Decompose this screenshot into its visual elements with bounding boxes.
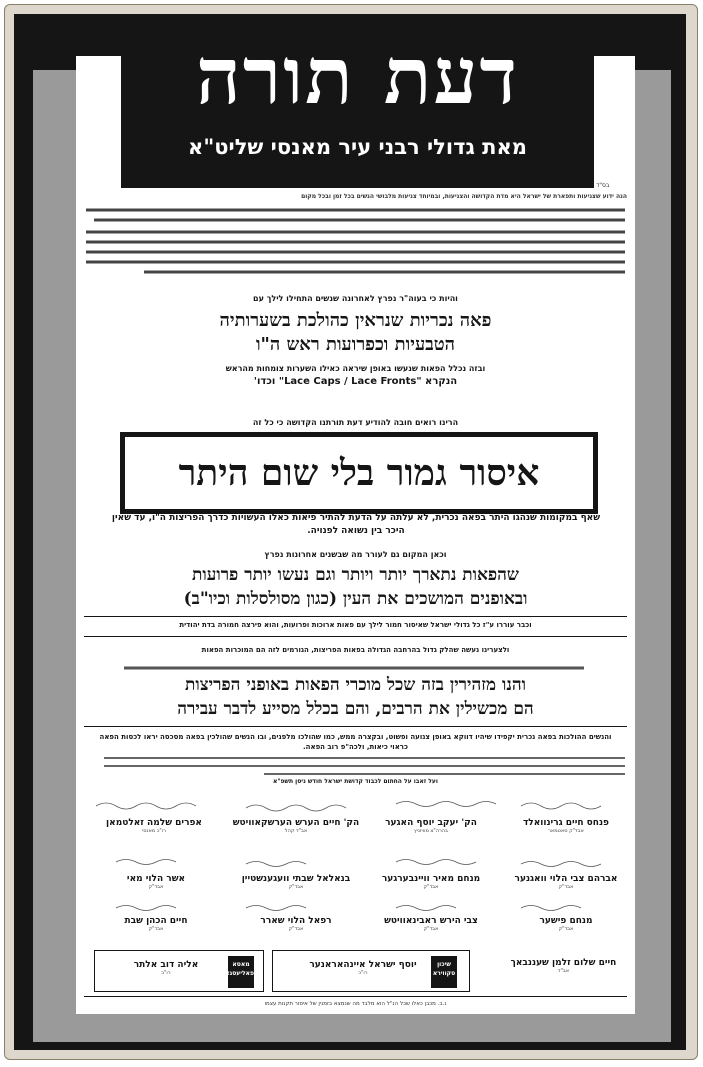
- divider-footnote: [84, 996, 627, 997]
- paragraph-end: והנשים ההולכות בפאה נכרית יקפידו שיהיו דווקא באופן צנועה ופשוט, ובקצרה ממש, כמו שהולכו מלפנים, ובו הנשים שהולכין בפאה מסכסה יראו לכסות הפאה כראוי כיאות, ולכה"פ רוב הפאה.: [99, 733, 612, 751]
- signature-11: [236, 916, 356, 932]
- signature-7-role: אבד"ק: [288, 884, 304, 890]
- signature-11-name: רפאל הלוי שארר: [260, 916, 332, 926]
- paragraph-after-box: שאף במקומות שנהגו היתר בפאה נכרית, לא עלתה על הדעת להתיר פיאות כאלו העשויות כדרך הפריצות ה"ו, עד שאין היכר בין נשואה לפנויה.: [111, 513, 601, 536]
- headline-2-line-2: ובאופנים המושכים את העין (כגון מסולסלות וכיו"ב): [183, 589, 528, 609]
- signature-14-role: רו"כ: [358, 970, 368, 976]
- signature-4-role: רו"כ מאנסי: [142, 828, 166, 834]
- headline-3-line-1: והנו מזהירין בזה שכל מוכרי הפאות באופני הפריצות: [185, 675, 526, 695]
- banner-subtitle: מאת גדולי רבני עיר מאנסי שליט"א: [188, 135, 527, 159]
- divider-1: [84, 616, 627, 617]
- divider-3: [84, 726, 627, 727]
- signature-13: [496, 958, 631, 974]
- closing-line: ועל זאבו על החתום לכבוד קדושת ישראל חודש ניסן תשפ"א: [272, 778, 438, 785]
- signature-9: [506, 916, 626, 932]
- signature-1: [506, 818, 626, 834]
- signature-6: [371, 874, 491, 890]
- signature-11-role: אבד"ק: [288, 926, 304, 932]
- signature-1-name: פנחס חיים גרינוואלד: [523, 818, 609, 828]
- signature-8: [96, 874, 216, 890]
- logo-1: שיכון סקווירא: [431, 956, 457, 988]
- signature-1-role: אבד"ק סאטמאר: [548, 828, 584, 834]
- signature-10: [371, 916, 491, 932]
- signature-12: [96, 916, 216, 932]
- lead-2: ובזה נכלל הפאות שנעשו באופן שיראה כאילו השערות צומחות מהראש: [225, 364, 486, 373]
- signature-7-name: בנאלאל שבתי וועגענשטיין: [241, 874, 351, 884]
- logo-2: מאסא פאליעסגאטער: [228, 956, 254, 988]
- banner-title: דעת תורה: [195, 31, 520, 122]
- lead-5: ולצערינו נעשה שהלק גדול בהרחבה הגדולה בפאות הפריצות, הגורמים לזה הם המוכרות הפאות: [201, 646, 510, 654]
- signature-8-role: אבד"ק: [148, 884, 164, 890]
- headline-3-line-2: הם מכשילין את הרבים, והם בכלל מסייע לדבר עבירה: [177, 699, 534, 719]
- prohibition-box: [120, 432, 598, 514]
- bsd-label: בס"ד: [596, 182, 610, 189]
- title-banner: [121, 18, 594, 188]
- signature-8-name: אשר הלוי מאי: [126, 874, 186, 884]
- signature-15-name: אליה דוב אלתר: [133, 960, 199, 970]
- lead-4: וכאן המקום גם לעורר מה שבשנים אחרונות נפרץ: [264, 550, 447, 559]
- signature-7: [226, 874, 366, 890]
- signature-4: [84, 818, 224, 834]
- signature-2-name: הק' יעקב יוסף האגער: [385, 818, 477, 828]
- signature-14: [298, 960, 428, 976]
- signature-13-name: חיים שלום זלמן שעננבאך: [510, 958, 617, 968]
- intro-text-lines: [84, 206, 627, 282]
- prohibition-text: איסור גמור בלי שום היתר: [178, 452, 540, 494]
- signature-5-name: אברהם צבי הלוי וואגנער: [514, 874, 618, 884]
- signature-15-role: רו"כ: [161, 970, 171, 976]
- signature-6-role: אבד"ק: [423, 884, 439, 890]
- signature-3-role: אב"ד קהל: [284, 828, 308, 834]
- signature-12-name: חיים הכהן שבת: [124, 916, 188, 926]
- signature-15: [106, 960, 226, 976]
- footnote: נ.ב. מכבן כאלו שכל הנ"ל הוא מלבד מה שנמצא בזמנין של איסור תקנות עצמו: [264, 1001, 447, 1007]
- signature-5-role: אבד"ק: [558, 884, 574, 890]
- signature-9-role: אבד"ק: [558, 926, 574, 932]
- intro-lines-graphic: [84, 206, 627, 282]
- intro-paragraph: הנה ידוע שצניעות ותפארת של ישראל היא מדת הקדושה והצניעות, ובמיוחד צניעות מלבושי הנשים בכל זמן ובכל מקום: [301, 193, 627, 200]
- signature-4-name: אפרים שלמה זאלטמאן: [106, 818, 202, 828]
- signature-14-name: יוסף ישראל איינהאראנער: [309, 960, 417, 970]
- signature-3: [226, 818, 366, 834]
- headline-1-line-2: הטבעיות וכפרועות ראש ה"ו: [255, 334, 456, 355]
- signature-9-name: מנחם פישער: [539, 916, 593, 926]
- paragraph-mid: וכבר עוררו ע"ז כל גדולי ישראל שאיסור חמור לילך עם פאות ארוכות ופרועות, והוא פירצה חמורה בדת יהודית: [179, 621, 532, 629]
- signature-2-role: בהרה"צ מוויזניץ: [414, 828, 448, 834]
- lead-3: הרינו רואים חובה להודיע דעת תורתנו הקדושה כי כל זה: [252, 418, 459, 427]
- lead-5-lines: [84, 658, 627, 668]
- signature-10-role: אבד"ק: [423, 926, 439, 932]
- signature-12-role: אבד"ק: [148, 926, 164, 932]
- poster-paper: [76, 56, 635, 1014]
- signature-3-name: הק' חיים הערש הערשקאוויטש: [232, 818, 360, 828]
- headline-1-line-1: פאה נכריות שנראין כהולכת בשערותיה: [219, 310, 492, 331]
- lace-caps-line: הנקרא "Lace Caps / Lace Fronts" וכדו': [253, 376, 458, 387]
- lead-1: והיות כי בעוה"ר נפרץ לאחרונה שנשים התחילו לילך עם: [253, 294, 458, 303]
- signature-10-name: צבי הירש ראבינאוויטש: [384, 916, 478, 926]
- signature-5: [506, 874, 626, 890]
- divider-2: [84, 636, 627, 637]
- headline-2-line-1: שהפאות נתארך יותר ויותר וגם נעשו יותר פרועות: [192, 565, 519, 585]
- signature-13-role: אב"ד: [557, 968, 570, 974]
- signature-2: [371, 818, 491, 834]
- signature-6-name: מנחם מאיר וויינבערגער: [381, 874, 481, 884]
